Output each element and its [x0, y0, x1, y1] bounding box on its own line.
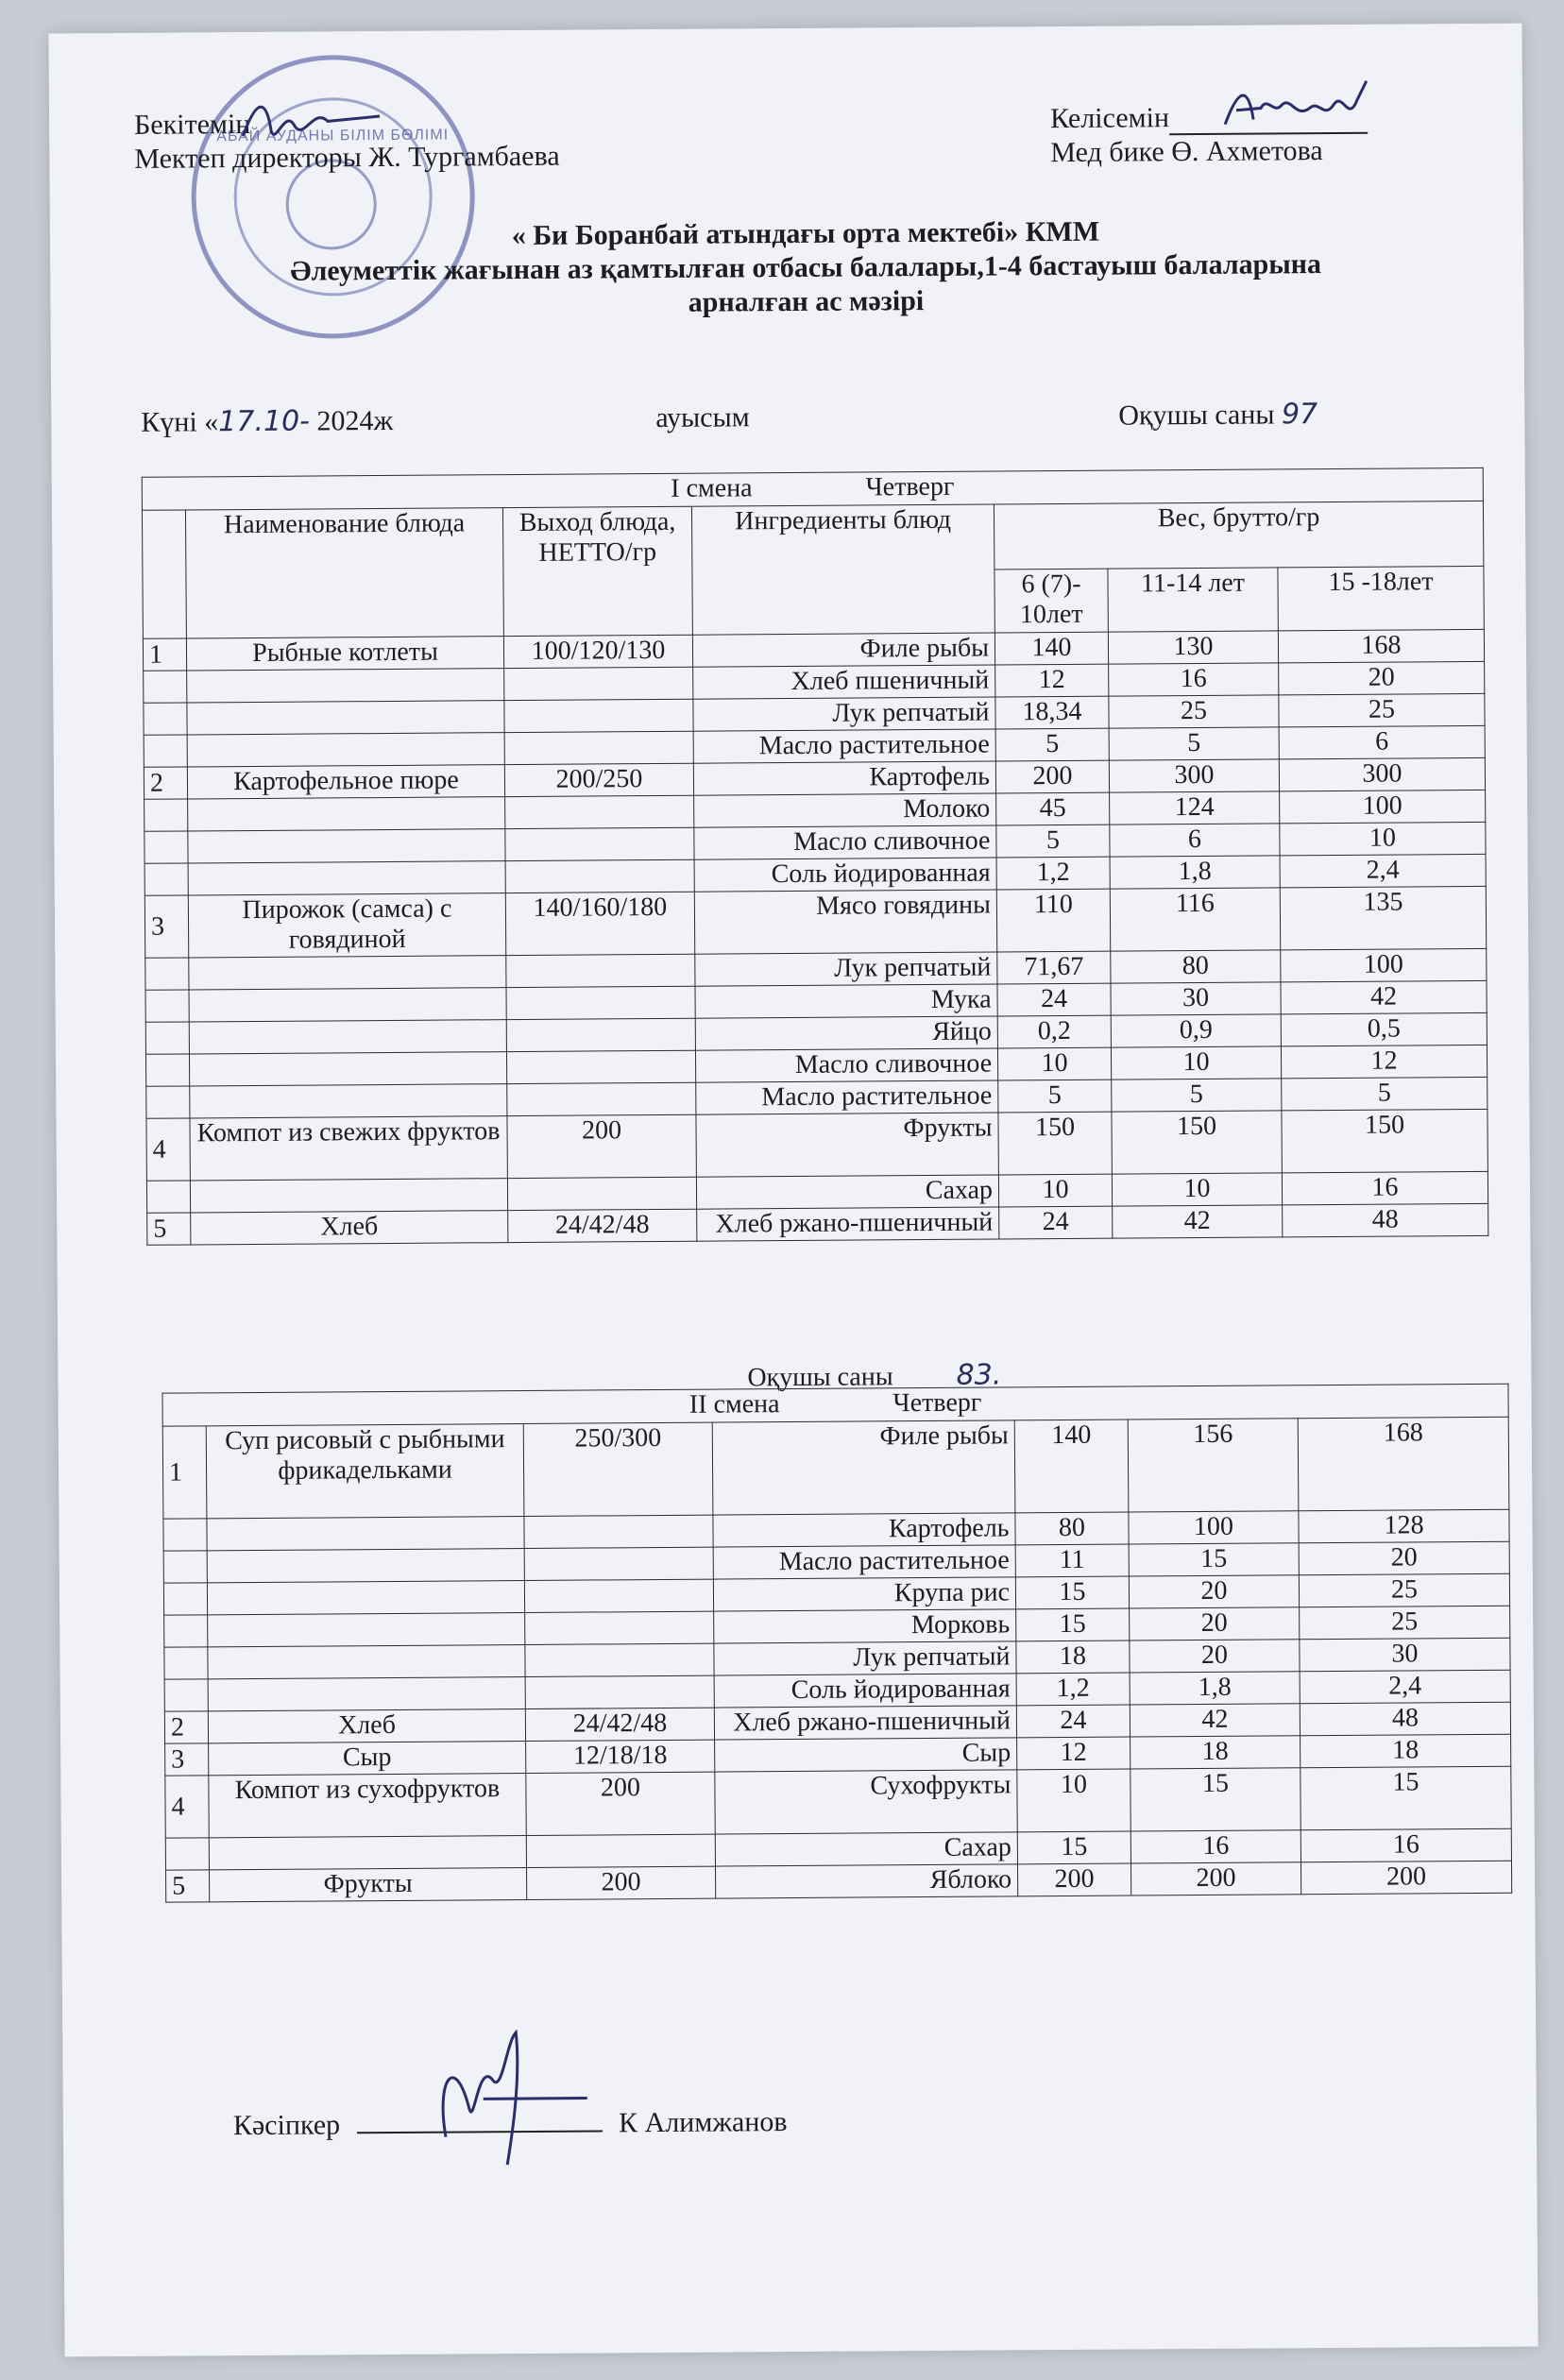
dish-output: [525, 1611, 714, 1644]
weight-age-1: 5: [998, 1080, 1112, 1113]
ingredient-name: Мука: [695, 984, 997, 1018]
ingredient-name: Хлеб ржано-пшеничный: [714, 1706, 1016, 1740]
weight-age-3: 2,4: [1280, 854, 1486, 888]
entrepreneur-signature: [426, 2022, 597, 2174]
dish-name: [190, 1179, 507, 1213]
weight-age-1: 200: [1017, 1863, 1130, 1896]
ingredient-name: Масло сливочное: [694, 825, 996, 859]
weight-age-3: 10: [1280, 822, 1486, 856]
count2-handwritten: 83.: [956, 1358, 1002, 1392]
weight-age-3: 18: [1300, 1734, 1511, 1768]
ingredient-name: Соль йодированная: [694, 858, 996, 892]
dish-output: [505, 827, 694, 860]
weight-age-1: 18,34: [995, 696, 1109, 729]
school-name: « Би Боранбай атындағы орта мектебі» КММ: [511, 215, 1100, 252]
weight-age-1: 140: [1014, 1420, 1129, 1513]
ingredient-name: Яйцо: [695, 1016, 997, 1050]
count-handwritten: 97: [1281, 398, 1318, 432]
weight-age-1: 110: [996, 889, 1110, 952]
ingredient-name: Крупа рис: [713, 1577, 1015, 1611]
dish-name: Фрукты: [210, 1867, 527, 1901]
weight-age-1: 45: [996, 792, 1110, 825]
weight-age-2: 124: [1110, 791, 1280, 824]
approve-label: Бекітемін: [133, 108, 251, 141]
ingredient-name: Соль йодированная: [714, 1674, 1016, 1708]
date-line: [141, 397, 1463, 444]
weight-age-3: 15: [1300, 1766, 1512, 1830]
agree-label: Келісемін: [1049, 102, 1170, 135]
row-number: [164, 1647, 208, 1679]
menu-document: [48, 24, 1538, 2357]
weight-age-2: 18: [1130, 1736, 1300, 1769]
dish-output: [506, 986, 695, 1019]
dish-output: [525, 1675, 714, 1708]
row-number: 1: [143, 638, 186, 671]
row-number: [145, 1054, 189, 1086]
row-number: 3: [165, 1743, 209, 1776]
table-row: [162, 1417, 1509, 1519]
weight-age-3: 25: [1299, 1573, 1509, 1607]
dish-output: [525, 1643, 714, 1676]
ingredient-name: Яблоко: [715, 1864, 1017, 1898]
weight-age-3: 135: [1280, 886, 1486, 950]
weight-age-1: 10: [997, 1047, 1111, 1080]
weight-age-2: 30: [1111, 982, 1281, 1015]
weight-age-2: 300: [1109, 759, 1279, 792]
weight-age-2: 130: [1108, 631, 1278, 664]
row-number: [144, 799, 188, 831]
dish-name: Рыбные котлеты: [186, 637, 503, 671]
row-number: 3: [144, 895, 188, 958]
dish-output: [506, 954, 695, 987]
ingredient-name: Хлеб ржано-пшеничный: [697, 1207, 999, 1241]
ingredient-name: Сахар: [715, 1832, 1017, 1866]
dish-output: [505, 859, 694, 892]
weight-age-2: 200: [1130, 1862, 1300, 1896]
row-number: [165, 1838, 209, 1870]
col-age-1: 6 (7)- 10лет: [994, 569, 1108, 633]
weight-age-3: 2,4: [1300, 1670, 1510, 1704]
ingredient-name: Хлеб пшеничный: [693, 665, 995, 699]
agree-title: Мед бике Ө. Ахметова: [1050, 135, 1323, 169]
row-number: [146, 1086, 190, 1118]
dish-name: [189, 988, 506, 1022]
weight-age-1: 11: [1015, 1544, 1129, 1577]
dish-output: 200: [526, 1772, 715, 1835]
ingredient-name: Сухофрукты: [715, 1770, 1017, 1834]
row-number: 4: [146, 1118, 190, 1181]
col-output: Выход блюда, НЕТТО/гр: [502, 506, 692, 636]
shift-label: ауысым: [655, 401, 750, 434]
weight-age-3: 168: [1298, 1417, 1509, 1511]
dish-name: [187, 733, 504, 767]
weight-age-2: 0,9: [1111, 1014, 1281, 1047]
weight-age-2: 16: [1130, 1830, 1300, 1863]
weight-age-1: 200: [995, 760, 1109, 793]
table-row: [165, 1766, 1511, 1838]
dish-name: Компот из свежих фруктов: [190, 1116, 507, 1181]
date-prefix: Күні «: [141, 406, 219, 438]
weight-age-2: 5: [1112, 1079, 1282, 1112]
ingredient-name: Фрукты: [696, 1113, 998, 1177]
weight-age-1: 10: [1017, 1769, 1130, 1832]
ingredient-name: Лук репчатый: [693, 697, 995, 731]
weight-age-2: 150: [1112, 1111, 1282, 1174]
weight-age-1: 1,2: [996, 857, 1110, 890]
weight-age-3: 48: [1300, 1702, 1510, 1736]
weight-age-3: 20: [1279, 661, 1485, 695]
dish-name: [208, 1612, 525, 1646]
col-age-2: 11-14 лет: [1108, 568, 1278, 632]
weight-age-1: 0,2: [997, 1015, 1111, 1048]
ingredient-name: Морковь: [714, 1609, 1016, 1643]
weight-age-1: 18: [1016, 1640, 1130, 1674]
row-number: [146, 1181, 190, 1213]
row-number: [164, 1679, 208, 1711]
dish-name: [208, 1676, 525, 1710]
row-number: [144, 703, 187, 735]
row-number: [145, 1022, 189, 1054]
ingredient-name: Сыр: [715, 1738, 1017, 1772]
weight-age-2: 1,8: [1130, 1672, 1300, 1705]
ingredient-name: Филе рыбы: [712, 1420, 1015, 1515]
weight-age-2: 80: [1111, 950, 1281, 983]
weight-age-2: 42: [1113, 1205, 1283, 1238]
weight-age-3: 30: [1300, 1638, 1510, 1672]
row-number: 2: [164, 1711, 208, 1743]
dish-name: Компот из сухофруктов: [209, 1773, 526, 1837]
row-number: [163, 1583, 207, 1615]
dish-output: 200/250: [504, 763, 693, 796]
weight-age-3: 48: [1283, 1203, 1488, 1237]
ingredient-name: Картофель: [713, 1513, 1015, 1547]
dish-output: [504, 699, 693, 732]
weight-age-3: 5: [1282, 1077, 1488, 1111]
dish-name: [208, 1644, 525, 1678]
ingredient-name: Сахар: [696, 1175, 998, 1209]
dish-name: [207, 1548, 524, 1582]
weight-age-3: 128: [1299, 1509, 1509, 1543]
ingredient-name: Лук репчатый: [695, 952, 997, 986]
weight-age-2: 100: [1129, 1511, 1299, 1544]
dish-output: [524, 1579, 713, 1612]
weight-age-3: 25: [1300, 1606, 1510, 1640]
dish-name: [189, 956, 506, 990]
weight-age-3: 300: [1279, 757, 1485, 791]
dish-output: 140/160/180: [505, 892, 694, 955]
dish-name: Пирожок (самса) с говядиной: [188, 893, 505, 958]
menu-table-shift-2: [162, 1384, 1512, 1903]
approve-title: Мектеп директоры Ж. Тургамбаева: [134, 140, 560, 175]
weight-age-3: 16: [1282, 1171, 1488, 1205]
dish-name: Хлеб: [208, 1708, 525, 1742]
weight-age-3: 6: [1279, 725, 1485, 759]
ingredient-name: Мясо говядины: [694, 890, 996, 954]
ingredient-name: Лук репчатый: [714, 1641, 1016, 1675]
dish-name: [187, 701, 504, 735]
weight-age-2: 25: [1109, 695, 1279, 728]
weight-age-2: 20: [1130, 1640, 1300, 1673]
dish-output: 100/120/130: [503, 635, 692, 668]
weight-age-3: 150: [1282, 1109, 1488, 1173]
row-number: 2: [144, 767, 187, 799]
dish-output: [507, 1177, 696, 1210]
dish-name: Суп рисовый с рыбными фрикадельками: [206, 1424, 524, 1519]
dish-name: Сыр: [209, 1741, 526, 1775]
row-number: [144, 863, 188, 895]
shift-name: I смена: [671, 473, 753, 503]
dish-output: 250/300: [523, 1422, 713, 1516]
dish-output: [507, 1082, 696, 1115]
weight-age-3: 12: [1281, 1045, 1487, 1079]
table-row: [144, 886, 1486, 958]
column-header-row: [142, 501, 1483, 575]
col-dish-name: Наименование блюда: [185, 508, 503, 638]
weight-age-2: 156: [1128, 1419, 1299, 1512]
weight-age-1: 5: [995, 728, 1109, 761]
row-number: [144, 735, 187, 767]
ingredient-name: Масло растительное: [713, 1545, 1015, 1579]
weight-age-2: 6: [1110, 824, 1280, 857]
weight-age-3: 168: [1278, 629, 1484, 663]
dish-output: 24/42/48: [508, 1209, 697, 1242]
weight-age-1: 12: [1017, 1737, 1130, 1770]
row-number: 1: [162, 1426, 207, 1519]
dish-name: [187, 669, 504, 703]
row-number: 4: [165, 1776, 209, 1838]
date-suffix: 2024ж: [309, 404, 394, 437]
weight-age-1: 140: [994, 632, 1108, 665]
dish-name: [188, 797, 505, 831]
row-number: [145, 958, 189, 990]
dish-output: 200: [507, 1114, 696, 1178]
weight-age-2: 10: [1112, 1173, 1282, 1206]
table-row: [146, 1109, 1488, 1181]
weight-age-2: 42: [1130, 1704, 1300, 1737]
weight-age-3: 200: [1300, 1861, 1511, 1895]
ingredient-name: Молоко: [694, 793, 996, 827]
weight-age-3: 42: [1281, 980, 1487, 1014]
ingredient-name: Масло растительное: [693, 729, 995, 763]
row-number: [144, 831, 188, 863]
dish-output: [506, 1018, 695, 1051]
dish-output: 200: [527, 1866, 716, 1899]
dish-name: [190, 1084, 507, 1118]
title-line-2: Әлеуметтік жағынан аз қамтылған отбасы балалары,1-4 бастауыш балаларына: [290, 248, 1322, 287]
dish-name: Хлеб: [191, 1211, 508, 1245]
shift2-name: II смена: [688, 1389, 780, 1420]
stamp-text: АБАЙ АУДАНЫ БІЛІМ БӨЛІМІ: [216, 127, 450, 145]
date-handwritten: 17.10-: [218, 404, 311, 439]
dish-output: [504, 667, 693, 700]
weight-age-1: 24: [997, 983, 1111, 1016]
weight-age-2: 5: [1109, 727, 1279, 760]
weight-age-1: 1,2: [1016, 1673, 1130, 1706]
dish-output: [524, 1547, 713, 1580]
row-number: 5: [147, 1213, 191, 1245]
weight-age-2: 1,8: [1110, 856, 1280, 889]
dish-output: [504, 731, 693, 764]
weight-age-2: 15: [1130, 1768, 1300, 1831]
weight-age-2: 20: [1130, 1607, 1300, 1640]
ingredient-name: Масло сливочное: [695, 1048, 997, 1082]
weight-age-2: 15: [1129, 1543, 1299, 1576]
director-signature: [238, 88, 389, 155]
entrepreneur-name: К Алимжанов: [618, 2106, 788, 2139]
col-weight: Вес, брутто/гр: [994, 501, 1483, 570]
weight-age-1: 5: [996, 824, 1110, 858]
menu-table-shift-1: [142, 468, 1489, 1246]
count-label: Оқушы саны: [1118, 399, 1275, 432]
document-title: [144, 212, 1468, 324]
row-number: [144, 671, 187, 703]
row-number: [145, 990, 189, 1022]
day-name: Четверг: [865, 471, 955, 502]
dish-name: [189, 1020, 506, 1054]
weight-age-1: 15: [1016, 1608, 1130, 1641]
row-number: [163, 1551, 207, 1583]
weight-age-1: 15: [1015, 1576, 1129, 1609]
dish-output: [505, 795, 694, 828]
weight-age-1: 71,67: [997, 951, 1111, 984]
weight-age-2: 116: [1110, 888, 1280, 951]
ingredient-name: Картофель: [693, 761, 995, 795]
weight-age-1: 24: [1016, 1705, 1130, 1738]
row-number: [163, 1519, 207, 1551]
nurse-signature: [1216, 71, 1404, 138]
weight-age-1: 15: [1017, 1831, 1130, 1864]
weight-age-3: 20: [1299, 1541, 1509, 1575]
dish-output: 24/42/48: [525, 1708, 714, 1741]
weight-age-3: 100: [1281, 948, 1487, 982]
count2-label: Оқушы саны: [747, 1362, 893, 1393]
entrepreneur-label: Кәсіпкер: [232, 2109, 341, 2142]
dish-output: [506, 1050, 695, 1083]
weight-age-3: 0,5: [1281, 1012, 1487, 1046]
dish-name: Картофельное пюре: [187, 765, 504, 799]
dish-name: [188, 829, 505, 863]
dish-name: [207, 1580, 524, 1614]
weight-age-1: 12: [995, 664, 1109, 697]
ingredient-name: Филе рыбы: [692, 633, 994, 667]
dish-name: [207, 1516, 524, 1550]
weight-age-1: 24: [999, 1206, 1113, 1239]
weight-age-2: 10: [1111, 1046, 1281, 1080]
dish-output: [524, 1515, 713, 1548]
row-number: [164, 1615, 208, 1647]
weight-age-1: 10: [998, 1174, 1112, 1207]
col-age-3: 15 -18лет: [1278, 566, 1484, 631]
col-ingredients: Ингредиенты блюд: [691, 504, 994, 635]
dish-name: [189, 1052, 506, 1086]
weight-age-1: 150: [998, 1112, 1112, 1175]
day2-name: Четверг: [892, 1387, 982, 1419]
weight-age-3: 100: [1280, 790, 1486, 824]
weight-age-2: 20: [1129, 1575, 1299, 1608]
ingredient-name: Масло растительное: [696, 1080, 998, 1114]
weight-age-3: 25: [1279, 693, 1485, 727]
dish-name: [188, 861, 505, 895]
weight-age-2: 16: [1109, 663, 1279, 696]
row-number: 5: [166, 1870, 210, 1902]
weight-age-3: 16: [1300, 1828, 1511, 1862]
title-line-3: арналған ас мәзірі: [688, 285, 925, 318]
weight-age-1: 80: [1015, 1512, 1129, 1545]
dish-output: 12/18/18: [526, 1740, 715, 1773]
dish-name: [209, 1835, 526, 1869]
dish-output: [526, 1834, 715, 1867]
